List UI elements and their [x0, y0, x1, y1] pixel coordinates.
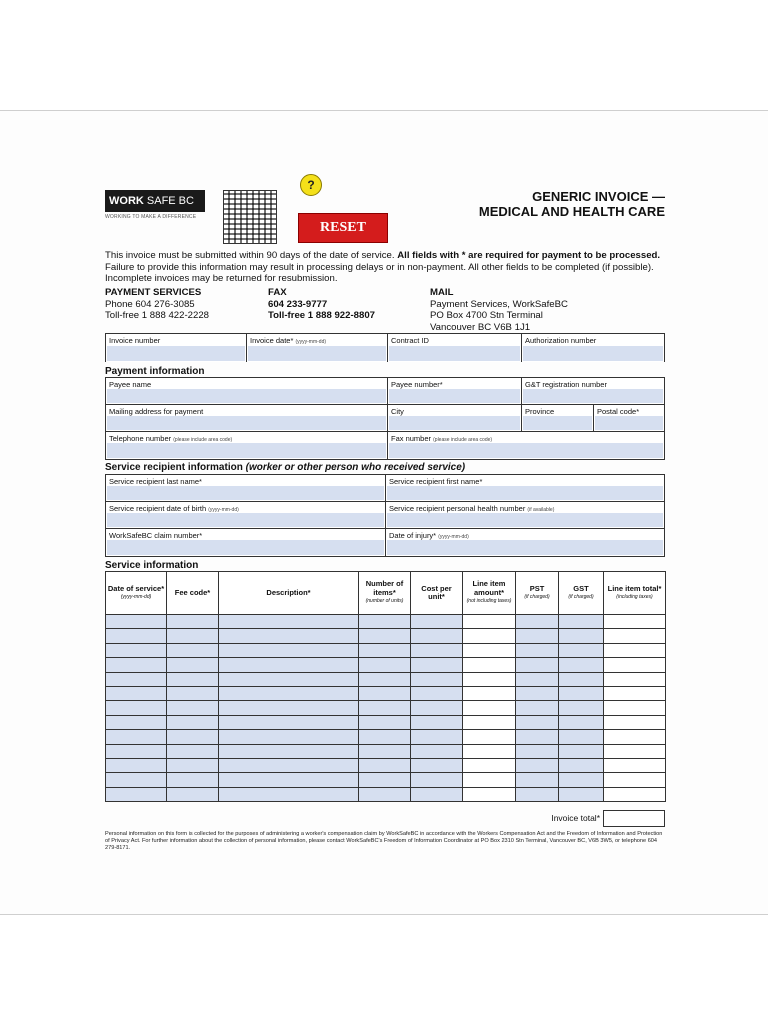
service-cell[interactable]	[359, 643, 411, 657]
service-cell[interactable]	[167, 773, 219, 787]
service-cell[interactable]	[167, 701, 219, 715]
recipient-last-name-field[interactable]: Service recipient last name*	[105, 474, 385, 501]
table-row	[106, 658, 666, 672]
col-description: Description*	[219, 572, 359, 615]
service-cell[interactable]	[463, 787, 516, 801]
service-cell[interactable]	[411, 715, 463, 729]
postal-code-field[interactable]: Postal code*	[593, 404, 665, 431]
service-cell[interactable]	[219, 672, 359, 686]
service-cell[interactable]	[167, 658, 219, 672]
privacy-footnote: Personal information on this form is collected for the purposes of administering a worker's compensation claim by WorkSafeBC in accordance with the Workers Compensation Act and the Freedom of Information and Protection of Privacy Act. For further information about the collection of personal information, please contact WorkSafeBC's Freedom of Information Coordinator at PO Box 2310 Stn Terminal, Vancouver BC, V6B 3W5, or telephone 604 279-8171.	[105, 831, 663, 852]
payee-number-field[interactable]: Payee number*	[387, 377, 521, 404]
service-cell[interactable]	[359, 701, 411, 715]
service-cell[interactable]	[559, 672, 604, 686]
service-cell[interactable]	[359, 615, 411, 629]
telephone-field[interactable]: Telephone number (please include area code)	[105, 431, 387, 459]
service-cell[interactable]	[463, 715, 516, 729]
service-cell[interactable]	[604, 658, 666, 672]
logo-safe-text: SAFE BC	[146, 195, 194, 207]
qr-code-icon	[223, 190, 277, 244]
table-row	[106, 773, 666, 787]
recipient-section	[105, 474, 665, 557]
service-cell[interactable]	[559, 758, 604, 772]
service-cell[interactable]	[359, 629, 411, 643]
service-cell[interactable]	[359, 686, 411, 700]
service-cell[interactable]	[411, 629, 463, 643]
table-row	[106, 787, 666, 801]
service-cell[interactable]	[106, 643, 167, 657]
table-row	[106, 643, 666, 657]
service-cell[interactable]	[604, 715, 666, 729]
payee-name-field[interactable]: Payee name	[105, 377, 387, 404]
contact-payment-services: PAYMENT SERVICES Phone 604 276-3085 Toll-free 1 888 422-2228	[105, 287, 210, 321]
service-cell[interactable]	[604, 758, 666, 772]
service-cell[interactable]	[463, 686, 516, 700]
service-cell[interactable]	[219, 787, 359, 801]
payment-section	[105, 377, 665, 460]
service-cell[interactable]	[604, 643, 666, 657]
service-cell[interactable]	[411, 672, 463, 686]
service-cell[interactable]	[359, 744, 411, 758]
table-row	[106, 672, 666, 686]
service-cell[interactable]	[516, 701, 559, 715]
service-cell[interactable]	[411, 758, 463, 772]
service-cell[interactable]	[463, 672, 516, 686]
service-cell[interactable]	[219, 758, 359, 772]
service-cell[interactable]	[411, 643, 463, 657]
col-gst: GST (if charged)	[559, 572, 604, 615]
service-cell[interactable]	[106, 773, 167, 787]
service-cell[interactable]	[411, 658, 463, 672]
service-cell[interactable]	[359, 715, 411, 729]
service-cell[interactable]	[516, 686, 559, 700]
service-cell[interactable]	[604, 672, 666, 686]
service-cell[interactable]	[559, 730, 604, 744]
table-row	[106, 701, 666, 715]
invoice-number-field[interactable]: Invoice number	[105, 333, 246, 362]
service-cell[interactable]	[559, 787, 604, 801]
invoice-date-field[interactable]: Invoice date* (yyyy-mm-dd)	[246, 333, 387, 362]
form-title-line2: MEDICAL AND HEALTH CARE	[478, 204, 665, 219]
service-section-heading: Service information	[105, 560, 199, 571]
service-cell[interactable]	[411, 730, 463, 744]
service-cell[interactable]	[559, 643, 604, 657]
table-row	[106, 730, 666, 744]
contact-mail: MAIL Payment Services, WorkSafeBC PO Box 4700 Stn Terminal Vancouver BC V6B 1J1	[430, 287, 568, 333]
service-cell[interactable]	[106, 715, 167, 729]
service-cell[interactable]	[106, 672, 167, 686]
service-cell[interactable]	[167, 629, 219, 643]
service-cell[interactable]	[359, 773, 411, 787]
service-cell[interactable]	[359, 758, 411, 772]
service-cell[interactable]	[516, 773, 559, 787]
service-cell[interactable]	[219, 629, 359, 643]
col-fee-code: Fee code*	[167, 572, 219, 615]
service-cell[interactable]	[463, 658, 516, 672]
service-cell[interactable]	[106, 658, 167, 672]
service-cell[interactable]	[463, 730, 516, 744]
service-cell[interactable]	[167, 758, 219, 772]
service-cell[interactable]	[411, 787, 463, 801]
service-cell[interactable]	[219, 744, 359, 758]
worksafebc-logo	[105, 190, 205, 212]
help-icon[interactable]: ?	[300, 174, 322, 196]
service-cell[interactable]	[516, 643, 559, 657]
col-line-item-total: Line item total* (including taxes)	[604, 572, 666, 615]
service-cell[interactable]	[463, 643, 516, 657]
service-cell[interactable]	[219, 686, 359, 700]
mailing-address-field[interactable]: Mailing address for payment	[105, 404, 387, 431]
service-cell[interactable]	[359, 672, 411, 686]
service-cell[interactable]	[219, 658, 359, 672]
table-row	[106, 629, 666, 643]
logo-tagline: WORKING TO MAKE A DIFFERENCE	[105, 214, 197, 220]
service-cell[interactable]	[106, 701, 167, 715]
reset-button[interactable]: RESET	[298, 213, 388, 243]
service-cell[interactable]	[106, 629, 167, 643]
recipient-first-name-field[interactable]: Service recipient first name*	[385, 474, 665, 501]
service-cell[interactable]	[516, 658, 559, 672]
service-cell[interactable]	[604, 773, 666, 787]
gst-registration-field[interactable]: G&T registration number	[521, 377, 665, 404]
service-cell[interactable]	[219, 643, 359, 657]
service-cell[interactable]	[106, 744, 167, 758]
service-cell[interactable]	[516, 672, 559, 686]
service-cell[interactable]	[411, 744, 463, 758]
recipient-section-heading: Service recipient information (worker or other person who received service)	[105, 462, 466, 473]
service-cell[interactable]	[463, 701, 516, 715]
service-cell[interactable]	[167, 744, 219, 758]
service-cell[interactable]	[411, 701, 463, 715]
service-cell[interactable]	[516, 615, 559, 629]
service-cell[interactable]	[219, 715, 359, 729]
service-cell[interactable]	[106, 787, 167, 801]
service-cell[interactable]	[463, 773, 516, 787]
service-cell[interactable]	[604, 730, 666, 744]
service-cell[interactable]	[604, 686, 666, 700]
service-cell[interactable]	[559, 701, 604, 715]
service-cell[interactable]	[219, 773, 359, 787]
claim-number-field[interactable]: WorkSafeBC claim number*	[105, 528, 385, 556]
service-cell[interactable]	[167, 615, 219, 629]
service-cell[interactable]	[604, 615, 666, 629]
intro-paragraph: This invoice must be submitted within 90 days of the date of service. All fields with * are required for payment to be processed. Failure to provide this information may result in processing delays or in non-payment. All other fields to be completed (if possible). Incomplete invoices may be returned for resubmission.	[105, 250, 661, 284]
service-table	[105, 571, 666, 802]
service-cell[interactable]	[167, 672, 219, 686]
service-cell[interactable]	[516, 758, 559, 772]
service-cell[interactable]	[359, 658, 411, 672]
service-cell[interactable]	[167, 730, 219, 744]
table-row	[106, 615, 666, 629]
service-cell[interactable]	[516, 744, 559, 758]
col-pst: PST (if charged)	[516, 572, 559, 615]
service-cell[interactable]	[167, 643, 219, 657]
col-number-of-items: Number of items* (number of units)	[359, 572, 411, 615]
form-title-line1: GENERIC INVOICE —	[532, 189, 665, 204]
service-cell[interactable]	[516, 787, 559, 801]
service-cell[interactable]	[106, 730, 167, 744]
service-cell[interactable]	[359, 730, 411, 744]
authorization-number-field[interactable]: Authorization number	[521, 333, 665, 362]
service-cell[interactable]	[463, 629, 516, 643]
service-cell[interactable]	[516, 629, 559, 643]
service-cell[interactable]	[559, 773, 604, 787]
service-cell[interactable]	[516, 730, 559, 744]
service-cell[interactable]	[106, 758, 167, 772]
service-cell[interactable]	[219, 615, 359, 629]
service-cell[interactable]	[106, 615, 167, 629]
service-cell[interactable]	[559, 615, 604, 629]
table-row	[106, 715, 666, 729]
service-cell[interactable]	[463, 758, 516, 772]
service-cell[interactable]	[559, 744, 604, 758]
col-date-of-service: Date of service* (yyyy-mm-dd)	[106, 572, 167, 615]
service-cell[interactable]	[219, 701, 359, 715]
col-line-item-amount: Line item amount* (not including taxes)	[463, 572, 516, 615]
service-cell[interactable]	[411, 773, 463, 787]
service-cell[interactable]	[516, 715, 559, 729]
service-cell[interactable]	[167, 715, 219, 729]
service-cell[interactable]	[559, 658, 604, 672]
service-cell[interactable]	[604, 787, 666, 801]
contact-fax: FAX 604 233-9777 Toll-free 1 888 922-8807	[268, 287, 376, 321]
service-cell[interactable]	[559, 629, 604, 643]
service-cell[interactable]	[359, 787, 411, 801]
service-cell[interactable]	[559, 715, 604, 729]
table-row	[106, 744, 666, 758]
table-row	[106, 686, 666, 700]
recipient-dob-field[interactable]: Service recipient date of birth (yyyy-mm-dd)	[105, 501, 385, 528]
service-cell[interactable]	[463, 744, 516, 758]
service-cell[interactable]	[411, 686, 463, 700]
recipient-phn-field[interactable]: Service recipient personal health number (if available)	[385, 501, 665, 528]
service-cell[interactable]	[604, 744, 666, 758]
col-cost-per-unit: Cost per unit*	[411, 572, 463, 615]
service-cell[interactable]	[604, 629, 666, 643]
invoice-row	[105, 333, 665, 362]
invoice-total-field[interactable]	[603, 810, 665, 827]
payment-section-heading: Payment information	[105, 366, 205, 377]
service-table-header	[106, 572, 666, 615]
table-row	[106, 758, 666, 772]
service-cell[interactable]	[167, 787, 219, 801]
service-cell[interactable]	[106, 686, 167, 700]
logo-work-text: WORK	[109, 195, 144, 207]
service-cell[interactable]	[559, 686, 604, 700]
service-cell[interactable]	[219, 730, 359, 744]
service-cell[interactable]	[463, 615, 516, 629]
city-field[interactable]: City	[387, 404, 521, 431]
contract-id-field[interactable]: Contract ID	[387, 333, 521, 362]
invoice-total-label: Invoice total*	[551, 813, 600, 823]
service-cell[interactable]	[604, 701, 666, 715]
service-cell[interactable]	[167, 686, 219, 700]
service-cell[interactable]	[411, 615, 463, 629]
province-field[interactable]: Province	[521, 404, 593, 431]
fax-field[interactable]: Fax number (please include area code)	[387, 431, 665, 459]
date-of-injury-field[interactable]: Date of injury* (yyyy-mm-dd)	[385, 528, 665, 556]
